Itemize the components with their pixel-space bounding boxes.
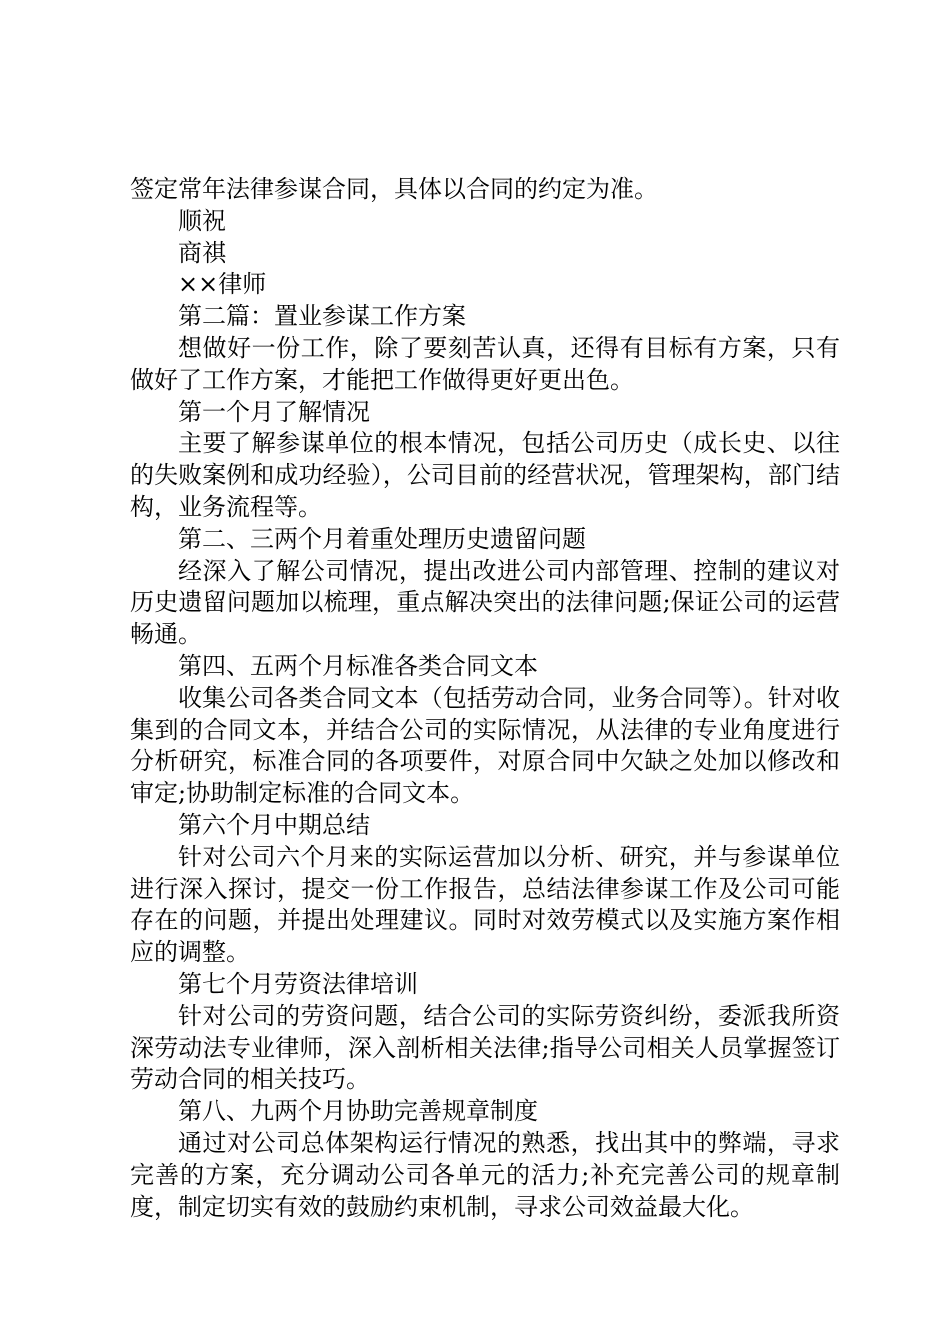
paragraph-month-1: 主要了解参谋单位的根本情况，包括公司历史（成长史、以往的失败案例和成功经验），公司目前的经营状况，管理架构，部门结构，业务流程等。 — [130, 429, 840, 521]
closing-salutation: 顺祝 — [178, 206, 226, 235]
signature-lawyer: ××律师 — [178, 270, 267, 299]
paragraph-month-2-3: 经深入了解公司情况，提出改进公司内部管理、控制的建议对历史遗留问题加以梳理，重点解决突出的法律问题;保证公司的运营畅通。 — [130, 556, 840, 649]
paragraph-month-4-5: 收集公司各类合同文本（包括劳动合同，业务合同等）。针对收集到的合同文本，并结合公司的实际情况，从法律的专业角度进行分析研究，标准合同的各项要件，对原合同中欠缺之处加以修改和审定;协助制定标准的合同文本。 — [130, 683, 840, 808]
paragraph-contract-note: 签定常年法律参谋合同，具体以合同的约定为准。 — [130, 175, 658, 203]
document-body — [130, 174, 840, 1223]
paragraph-month-7: 针对公司的劳资问题，结合公司的实际劳资纠纷，委派我所资深劳动法专业律师，深入剖析相关法律;指导公司相关人员掌握签订劳动合同的相关技巧。 — [130, 1001, 840, 1094]
paragraph-intro: 想做好一份工作，除了要刻苦认真，还得有目标有方案，只有做好了工作方案，才能把工作做得更好更出色。 — [130, 333, 840, 394]
heading-month-8-9: 第八、九两个月协助完善规章制度 — [178, 1097, 538, 1126]
heading-month-4-5: 第四、五两个月标准各类合同文本 — [178, 651, 538, 680]
section-title: 第二篇：置业参谋工作方案 — [178, 302, 466, 331]
heading-month-1: 第一个月了解情况 — [178, 397, 370, 426]
heading-month-2-3: 第二、三两个月着重处理历史遗留问题 — [178, 524, 586, 553]
closing-wishes: 商祺 — [178, 238, 226, 267]
heading-month-7: 第七个月劳资法律培训 — [178, 969, 418, 998]
paragraph-month-8-9: 通过对公司总体架构运行情况的熟悉，找出其中的弊端，寻求完善的方案，充分调动公司各单元的活力;补充完善公司的规章制度，制定切实有效的鼓励约束机制，寻求公司效益最大化。 — [130, 1128, 840, 1221]
paragraph-month-6: 针对公司六个月来的实际运营加以分析、研究，并与参谋单位进行深入探讨，提交一份工作报告，总结法律参谋工作及公司可能存在的问题，并提出处理建议。同时对效劳模式以及实施方案作相应的调整。 — [130, 842, 840, 967]
heading-month-6: 第六个月中期总结 — [178, 810, 370, 839]
